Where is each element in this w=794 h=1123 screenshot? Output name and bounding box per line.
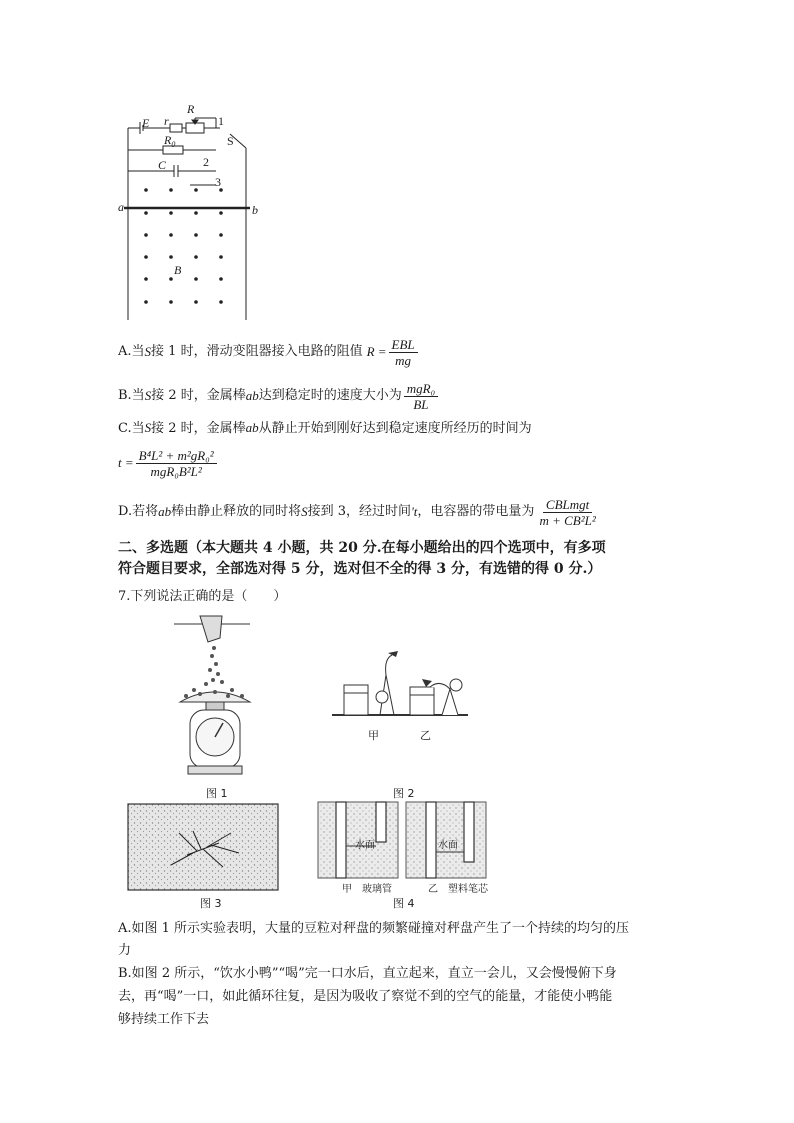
field-dots [144,188,223,304]
figure-3-caption: 图 3 [200,897,222,910]
label-R0: $R_0$ [164,133,176,149]
label-C: C [158,158,167,172]
figure-2-caption: 图 2 [393,787,415,800]
label-2: 2 [203,155,209,169]
q6-option-b: B.当 S 接 2 时，金属棒 ab 达到稳定时的速度大小为 $\frac{\text{mgR₀}}{BL}$ [118,378,440,414]
label-3: 3 [215,175,221,189]
q7-option-b: B.如图 2 所示，“饮水小鸭”“喝”完一口水后，直立起来，直立一会儿，又会慢慢俯下身 去，再“喝”一口，如此循环往复，是因为吸收了察觉不到的空气的能量，才能使小鸭能 够持续工作下去 [118,966,617,1027]
figure-3-insect [127,803,279,891]
section-heading: 二、多选题（本大题共 4 小题，共 20 分.在每小题给出的四个选项中，有多项 符合题目要求，全部选对得 5 分，选对但不全的得 3 分，有选错的得 0 分.） [118,540,606,577]
figure-4-tubes [316,800,488,880]
label-r: r [164,114,169,128]
figure-2-jia: 甲 [368,729,379,742]
q7-stem: 7.下列说法正确的是（ ） [118,589,287,604]
circuit-diagram [118,98,268,328]
formula-c: $\frac{\text{B⁴L² + m²gR₀²}}{\text{mgR₀B²L²}}$ [136,448,217,479]
q6-option-a: A.当 S 接 1 时，滑动变阻器接入电路的阻值 R = $\frac{\text{EBL}}{mg}$ [118,334,420,370]
figure-4-caption: 图 4 [393,897,415,910]
q6-option-d: D.若将 ab 棒由静止释放的同时将 S 接到 3，经过时间 't ，电容器的带电量为 $\frac{\text{CBLmgt}}{\text{m + CB²L²}}$ [118,492,601,532]
figure-4-water-label-2: 水面 [438,840,458,851]
label-a: a [118,200,124,214]
label-R: R [187,102,195,116]
figure-4-jia-label: 甲 玻璃管 [342,884,392,895]
label-b: b [252,203,258,217]
formula-b: $\frac{\text{mgR₀}}{BL}$ [404,381,438,412]
q6-option-c-formula: t = $\frac{\text{B⁴L² + m²gR₀²}}{\text{mgR₀B²L²}}$ [118,443,219,483]
q6-option-c: C.当S接 2 时，金属棒ab从静止开始到刚好达到稳定速度所经历的时间为 [118,420,532,436]
formula-a: $\frac{\text{EBL}}{mg}$ [389,337,418,368]
label-S: S [227,134,234,148]
formula-d: $\frac{\text{CBLmgt}}{\text{m + CB²L²}}$ [539,496,596,528]
figure-1-scale [170,612,260,780]
label-E: E [142,116,150,130]
figure-4-water-label-1: 水面 [355,840,375,851]
q7-option-a: A.如图 1 所示实验表明，大量的豆粒对秤盘的频繁碰撞对秤盘产生了一个持续的均匀的压 力 [118,921,630,958]
label-B: B [174,263,182,277]
figure-2-ducks [332,645,472,725]
label-1: 1 [218,114,224,128]
figure-2-yi: 乙 [420,729,431,742]
figure-1-caption: 图 1 [206,787,228,800]
figure-4-yi-label: 乙 塑料笔芯 [428,884,488,895]
